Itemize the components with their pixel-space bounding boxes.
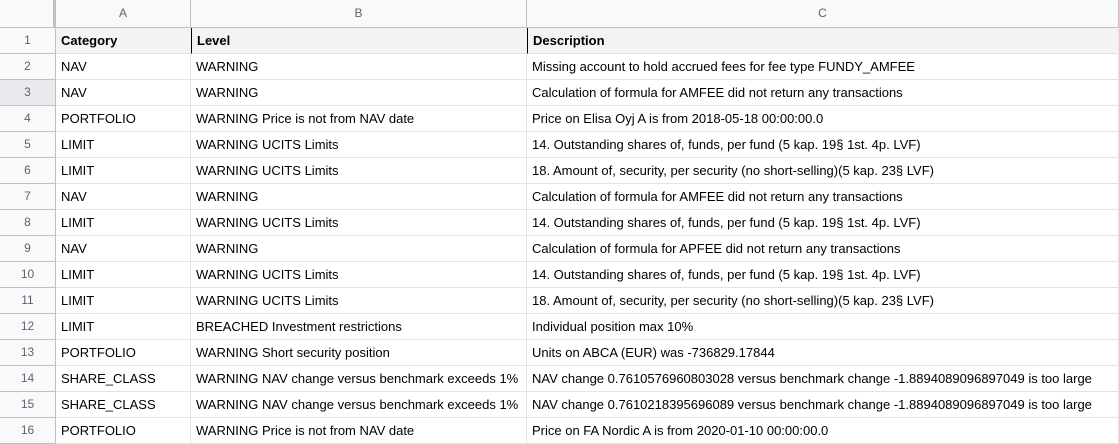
cell-level[interactable]: BREACHED Investment restrictions — [191, 314, 527, 340]
table-row — [0, 54, 1119, 80]
cell-description[interactable]: 14. Outstanding shares of, funds, per fund (5 kap. 19§ 1st. 4p. LVF) — [527, 262, 1119, 288]
cell-category[interactable]: SHARE_CLASS — [56, 392, 191, 418]
cell-category[interactable]: LIMIT — [56, 158, 191, 184]
row-number[interactable]: 4 — [0, 106, 56, 132]
row-number[interactable]: 8 — [0, 210, 56, 236]
cell-category[interactable]: PORTFOLIO — [56, 340, 191, 366]
cell-level[interactable]: WARNING — [191, 184, 527, 210]
cell-level[interactable]: WARNING UCITS Limits — [191, 288, 527, 314]
table-row — [0, 236, 1119, 262]
cell-level[interactable]: WARNING Short security position — [191, 340, 527, 366]
row-number[interactable]: 1 — [0, 28, 56, 54]
cell-level[interactable]: WARNING UCITS Limits — [191, 210, 527, 236]
row-number[interactable]: 3 — [0, 80, 56, 106]
cell-category[interactable]: NAV — [56, 236, 191, 262]
cell-description[interactable]: NAV change 0.7610218395696089 versus benchmark change -1.8894089096897049 is too large — [527, 392, 1119, 418]
row-number[interactable]: 12 — [0, 314, 56, 340]
cell-description[interactable]: Calculation of formula for APFEE did not return any transactions — [527, 236, 1119, 262]
cell-category[interactable]: LIMIT — [56, 288, 191, 314]
cell-description[interactable]: Units on ABCA (EUR) was -736829.17844 — [527, 340, 1119, 366]
row-number[interactable]: 6 — [0, 158, 56, 184]
row-number[interactable]: 2 — [0, 54, 56, 80]
row-number[interactable]: 16 — [0, 418, 56, 444]
column-header-a[interactable]: A — [56, 0, 191, 27]
header-cell-category[interactable]: Category — [56, 28, 191, 54]
table-row — [0, 80, 1119, 106]
column-header-row — [0, 0, 1119, 28]
cell-level[interactable]: WARNING — [191, 80, 527, 106]
data-rows — [0, 54, 1119, 444]
cell-description[interactable]: Price on FA Nordic A is from 2020-01-10 00:00:00.0 — [527, 418, 1119, 444]
table-row — [0, 314, 1119, 340]
row-number[interactable]: 7 — [0, 184, 56, 210]
cell-category[interactable]: LIMIT — [56, 132, 191, 158]
header-cell-level[interactable]: Level — [191, 28, 527, 54]
cell-category[interactable]: LIMIT — [56, 210, 191, 236]
row-number[interactable]: 10 — [0, 262, 56, 288]
table-row — [0, 392, 1119, 418]
cell-level[interactable]: WARNING Price is not from NAV date — [191, 106, 527, 132]
table-row — [0, 262, 1119, 288]
cell-category[interactable]: PORTFOLIO — [56, 106, 191, 132]
cell-description[interactable]: Price on Elisa Oyj A is from 2018-05-18 00:00:00.0 — [527, 106, 1119, 132]
column-header-b[interactable]: B — [191, 0, 527, 27]
row-number[interactable]: 13 — [0, 340, 56, 366]
cell-category[interactable]: PORTFOLIO — [56, 418, 191, 444]
column-header-c[interactable]: C — [527, 0, 1119, 27]
cell-level[interactable]: WARNING UCITS Limits — [191, 132, 527, 158]
cell-description[interactable]: Individual position max 10% — [527, 314, 1119, 340]
cell-category[interactable]: LIMIT — [56, 314, 191, 340]
cell-level[interactable]: WARNING UCITS Limits — [191, 262, 527, 288]
table-row — [0, 366, 1119, 392]
cell-description[interactable]: 18. Amount of, security, per security (no short-selling)(5 kap. 23§ LVF) — [527, 158, 1119, 184]
table-row — [0, 184, 1119, 210]
cell-level[interactable]: WARNING NAV change versus benchmark exceeds 1% — [191, 392, 527, 418]
cell-description[interactable]: 14. Outstanding shares of, funds, per fund (5 kap. 19§ 1st. 4p. LVF) — [527, 132, 1119, 158]
cell-category[interactable]: SHARE_CLASS — [56, 366, 191, 392]
table-row — [0, 210, 1119, 236]
table-row — [0, 340, 1119, 366]
cell-description[interactable]: Missing account to hold accrued fees for fee type FUNDY_AMFEE — [527, 54, 1119, 80]
cell-description[interactable]: Calculation of formula for AMFEE did not return any transactions — [527, 80, 1119, 106]
table-row — [0, 106, 1119, 132]
cell-description[interactable]: NAV change 0.7610576960803028 versus benchmark change -1.8894089096897049 is too large — [527, 366, 1119, 392]
row-number[interactable]: 11 — [0, 288, 56, 314]
row-number[interactable]: 9 — [0, 236, 56, 262]
cell-category[interactable]: NAV — [56, 80, 191, 106]
table-row — [0, 158, 1119, 184]
cell-level[interactable]: WARNING Price is not from NAV date — [191, 418, 527, 444]
cell-description[interactable]: 14. Outstanding shares of, funds, per fund (5 kap. 19§ 1st. 4p. LVF) — [527, 210, 1119, 236]
table-row — [0, 288, 1119, 314]
table-row — [0, 418, 1119, 444]
cell-category[interactable]: LIMIT — [56, 262, 191, 288]
cell-level[interactable]: WARNING UCITS Limits — [191, 158, 527, 184]
header-cell-description[interactable]: Description — [527, 28, 1119, 54]
cell-category[interactable]: NAV — [56, 184, 191, 210]
select-all-corner[interactable] — [0, 0, 56, 27]
cell-description[interactable]: 18. Amount of, security, per security (no short-selling)(5 kap. 23§ LVF) — [527, 288, 1119, 314]
cell-level[interactable]: WARNING — [191, 236, 527, 262]
cell-level[interactable]: WARNING NAV change versus benchmark exceeds 1% — [191, 366, 527, 392]
cell-description[interactable]: Calculation of formula for AMFEE did not return any transactions — [527, 184, 1119, 210]
cell-level[interactable]: WARNING — [191, 54, 527, 80]
table-header-row — [0, 28, 1119, 54]
row-number[interactable]: 15 — [0, 392, 56, 418]
row-number[interactable]: 5 — [0, 132, 56, 158]
row-number[interactable]: 14 — [0, 366, 56, 392]
cell-category[interactable]: NAV — [56, 54, 191, 80]
table-row — [0, 132, 1119, 158]
